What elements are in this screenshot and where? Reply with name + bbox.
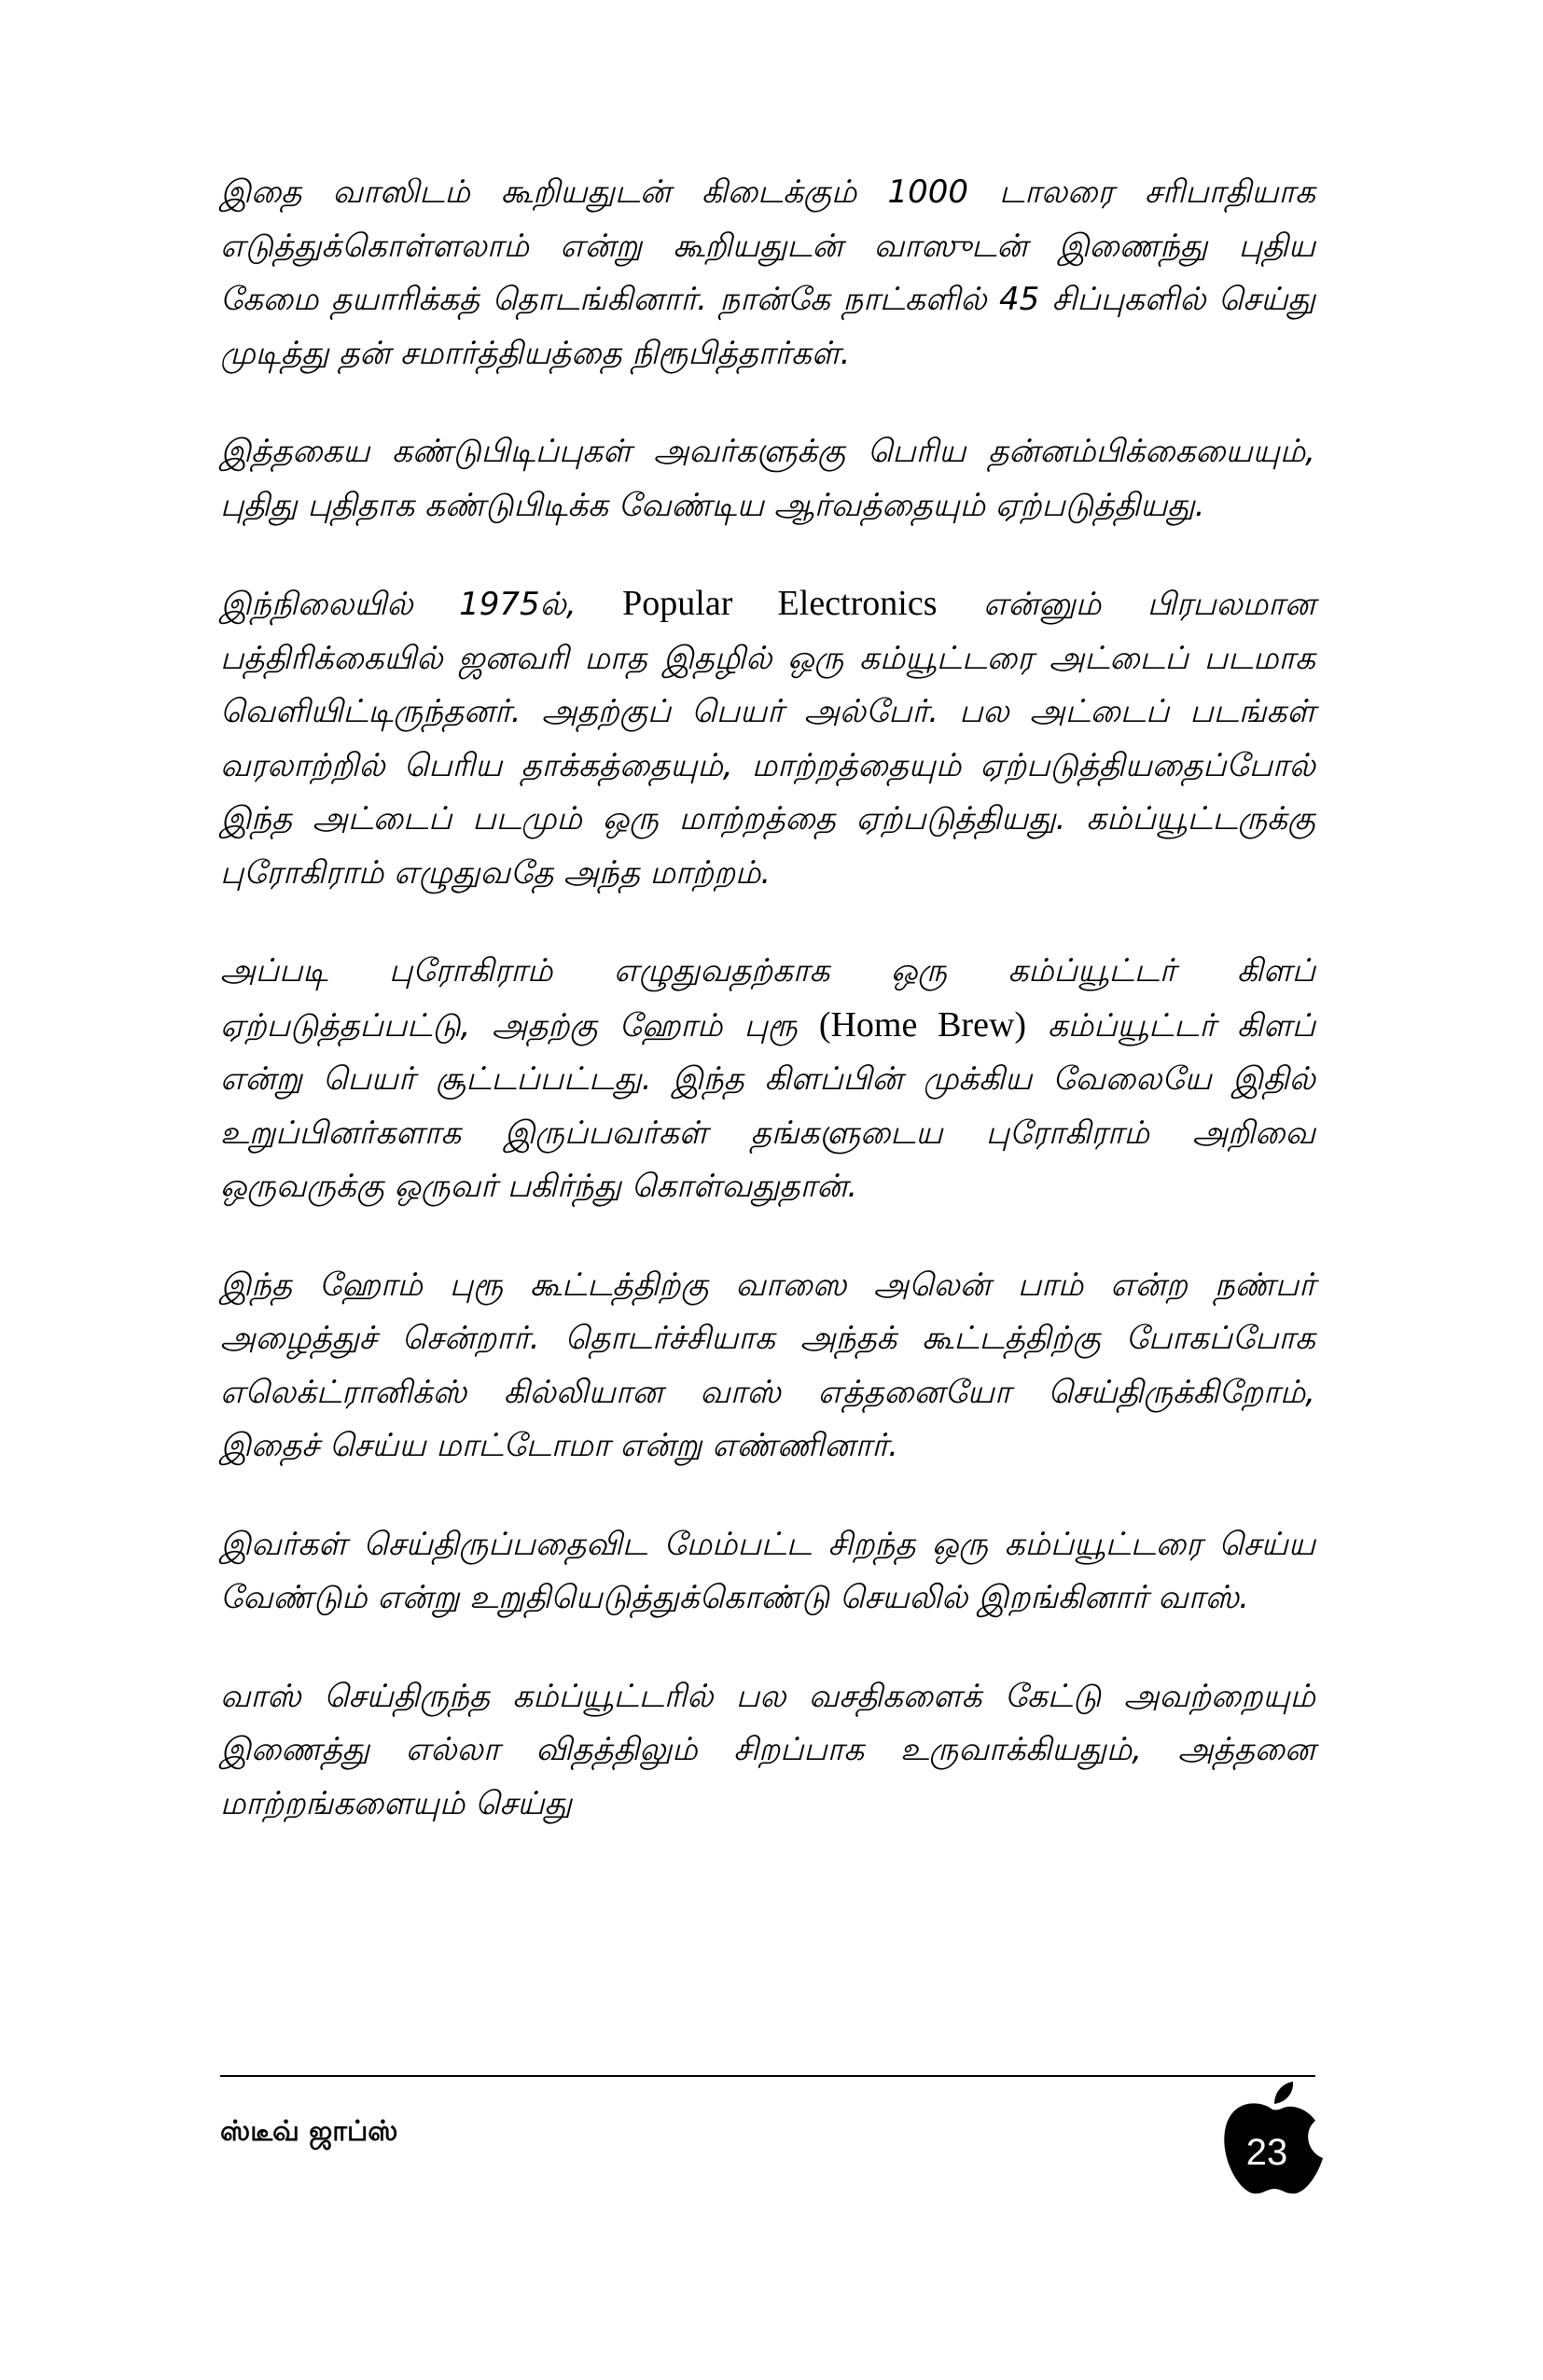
- paragraph: [220, 425, 1315, 533]
- book-title: ஸ்டீவ் ஜாப்ஸ்: [220, 2115, 398, 2148]
- text-span: இதை வாஸிடம் கூறியதுடன் கிடைக்கும் 1000 டாலரை சரிபாதியாக எடுத்துக்கொள்ளலாம் என்று கூறியதுடன் வாஸுடன் இணைந்து புதிய கேமை தயாரிக்கத் தொடங்கினார். நான்கே நாட்களில் 45 சிப்புகளில் செய்து முடித்து தன் சமார்த்தியத்தை நிரூபித்தார்கள்.: [220, 173, 1315, 372]
- page-number: 23: [1245, 2132, 1288, 2173]
- text-span: வாஸ் செய்திருந்த கம்ப்யூட்டரில் பல வசதிகளைக் கேட்டு அவற்றையும் இணைத்து எல்லா விதத்திலும் சிறப்பாக உருவாக்கியதும், அத்தனை மாற்றங்களையும் செய்து: [220, 1677, 1315, 1822]
- text-span: கம்ப்யூட்டர் கிளப் என்று பெயர் சூட்டப்பட்டது. இந்த கிளப்பின் முக்கிய வேலையே இதில் உறுப்பினர்களாக இருப்பவர்கள் தங்களுடைய புரோகிராம் அறிவை ஒருவருக்கு ஒருவர் பகிர்ந்து கொள்வதுதான்.: [220, 1006, 1316, 1205]
- text-span: இந்த ஹோம் புரூ கூட்டத்திற்கு வாஸை அலென் பாம் என்ற நண்பர் அழைத்துச் சென்றார். தொடர்ச்சியாக அந்தக் கூட்டத்திற்கு போகப்போக எலெக்ட்ரானிக்ஸ் கில்லியான வாஸ் எத்தனையோ செய்திருக்கிறோம், இதைச் செய்ய மாட்டோமா என்று எண்ணினார்.: [220, 1266, 1315, 1464]
- paragraph: [220, 1518, 1315, 1626]
- text-span: இவர்கள் செய்திருப்பதைவிட மேம்பட்ட சிறந்த ஒரு கம்ப்யூட்டரை செய்ய வேண்டும் என்று உறுதியெடுத்துக்கொண்டு செயலில் இறங்கினார் வாஸ்.: [220, 1525, 1315, 1616]
- latin-text-span: Popular Electronics: [622, 584, 938, 623]
- paragraph: [220, 1670, 1315, 1832]
- text-span: அப்படி புரோகிராம் எழுதுவதற்காக ஒரு கம்ப்யூட்டர் கிளப் ஏற்படுத்தப்பட்டு, அதற்கு ஹோம் புரூ: [220, 952, 1315, 1045]
- latin-text-span: (Home Brew): [818, 1004, 1027, 1045]
- text-span: இத்தகைய கண்டுபிடிப்புகள் அவர்களுக்கு பெரிய தன்னம்பிக்கையையும், புதிது புதிதாக கண்டுபிடிக்க வேண்டிய ஆர்வத்தையும் ஏற்படுத்தியது.: [220, 433, 1315, 524]
- text-span: இந்நிலையில் 1975ல்,: [220, 586, 623, 623]
- paragraph: [220, 577, 1315, 900]
- body-text: [220, 166, 1315, 1875]
- paragraph: [220, 166, 1315, 381]
- footer-divider: [220, 2075, 1315, 2077]
- paragraph: [220, 945, 1315, 1214]
- text-span: என்னும் பிரபலமான பத்திரிக்கையில் ஜனவரி மாத இதழில் ஒரு கம்யூட்டரை அட்டைப் படமாக வெளியிட்டிருந்தனர். அதற்குப் பெயர் அல்பேர். பல அட்டைப் படங்கள் வரலாற்றில் பெரிய தாக்கத்தையும், மாற்றத்தையும் ஏற்படுத்தியதைப்போல் இந்த அட்டைப் படமும் ஒரு மாற்றத்தை ஏற்படுத்தியது. கம்ப்யூட்டருக்கு புரோகிராம் எழுதுவதே அந்த மாற்றம்.: [220, 586, 1315, 892]
- paragraph: [220, 1259, 1315, 1474]
